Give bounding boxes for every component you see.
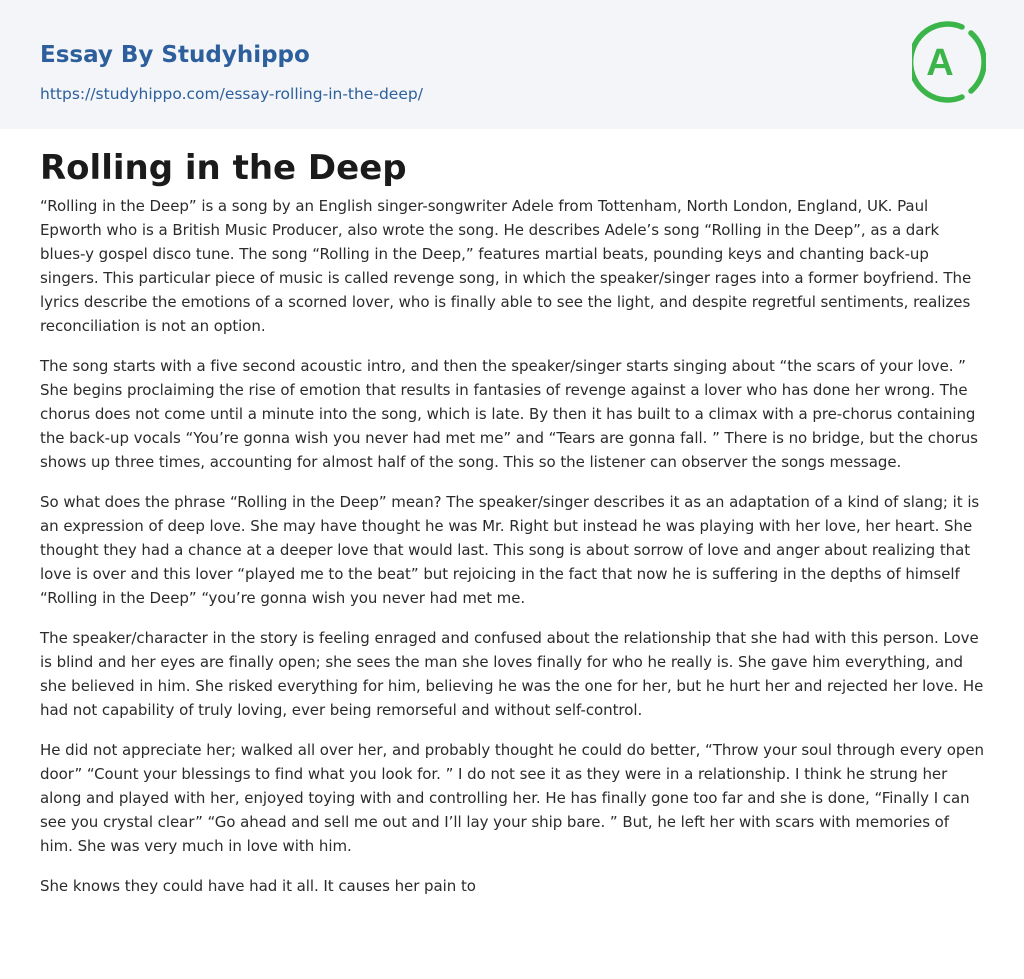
essay-paragraph: So what does the phrase “Rolling in the Deep” mean? The speaker/singer describes it as an adaptation of a kind of slang; it is an expression of deep love. She may have thought he was Mr. Right but instead he was playing with her love, her heart. She thought they had a chance at a deeper love that would last. This song is about sorrow of love and anger about realizing that love is over and this lover “played me to the beat” but rejoicing in the fact that now he is suffering in the depths of himself “Rolling in the Deep” “you’re gonna wish you never had met me. xyxy=(40,493,980,607)
logo-letter: A xyxy=(926,42,954,84)
essay-body xyxy=(40,194,986,914)
essay-paragraph: She knows they could have had it all. It causes her pain to xyxy=(40,877,476,895)
essay-paragraph: The song starts with a five second acoustic intro, and then the speaker/singer starts singing about “the scars of your love. ” She begins proclaiming the rise of emotion that results in fantasies of revenge against a lover who has done her wrong. The chorus does not come until a minute into the song, which is late. By then it has built to a climax with a pre-chorus containing the back-up vocals “You’re gonna wish you never had met me” and “Tears are gonna fall. ” There is no bridge, but the chorus shows up three times, accounting for almost half of the song. This so the listener can observer the songs message. xyxy=(40,357,978,471)
site-brand[interactable]: Essay By Studyhippo xyxy=(40,42,310,68)
essay-paragraph: The speaker/character in the story is feeling enraged and confused about the relationship that she had with this person. Love is blind and her eyes are finally open; she sees the man she loves finally for who he really is. She gave him everything, and she believed in him. She risked everything for him, believing he was the one for her, but he hurt her and rejected her love. He had not capability of truly loving, ever being remorseful and without self-control. xyxy=(40,629,984,719)
essay-paragraph: He did not appreciate her; walked all over her, and probably thought he could do better, “Throw your soul through every open door” “Count your blessings to find what you look for. ” I do not see it as they were in a relationship. I think he strung her along and played with her, enjoyed toying with and controlling her. He has finally gone too far and she is done, “Finally I can see you crystal clear” “Go ahead and sell me out and I’ll lay your ship bare. ” But, he left her with scars with memories of him. She was very much in love with him. xyxy=(40,741,984,855)
essay-paragraph: “Rolling in the Deep” is a song by an English singer-songwriter Adele from Tottenham, North London, England, UK. Paul Epworth who is a British Music Producer, also wrote the song. He describes Adele’s song “Rolling in the Deep”, as a dark blues-y gospel disco tune. The song “Rolling in the Deep,” features martial beats, pounding keys and chanting back-up singers. This particular piece of music is called revenge song, in which the speaker/singer rages into a former boyfriend. The lyrics describe the emotions of a scorned lover, who is finally able to see the light, and despite regretful sentiments, realizes reconciliation is not an option. xyxy=(40,197,972,335)
essay-url-link[interactable]: https://studyhippo.com/essay-rolling-in-the-deep/ xyxy=(40,85,423,103)
essay-title: Rolling in the Deep xyxy=(40,148,407,188)
studyhippo-logo-icon[interactable] xyxy=(912,20,986,104)
